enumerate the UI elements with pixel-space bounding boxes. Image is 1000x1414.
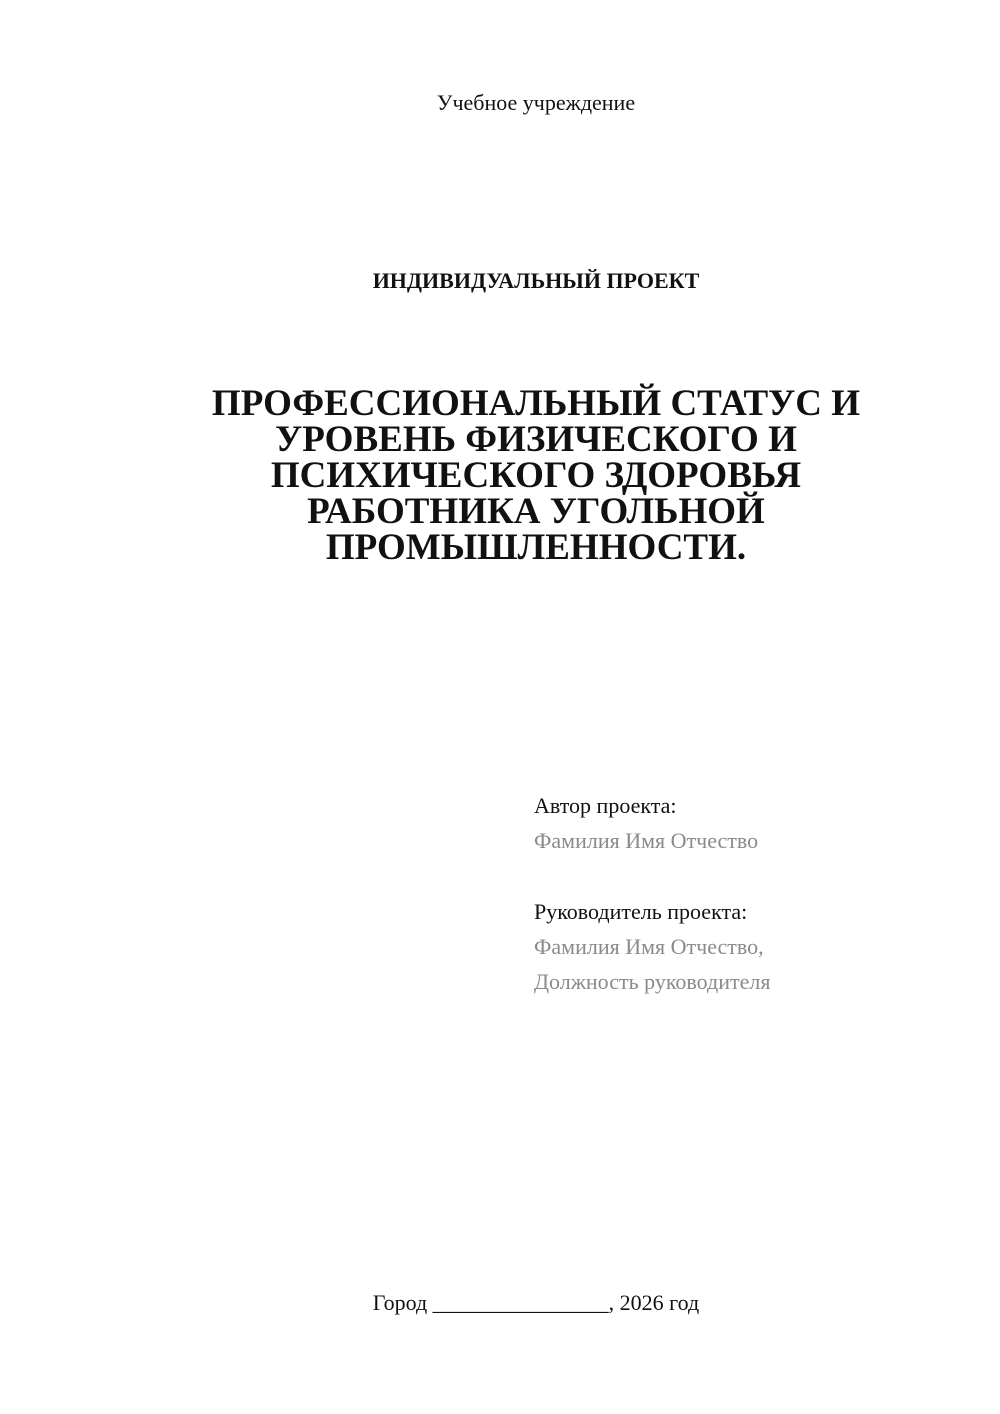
supervisor-name: Фамилия Имя Отчество, [534,934,764,959]
document-type: ИНДИВИДУАЛЬНЫЙ ПРОЕКТ [372,268,700,293]
author-label: Автор проекта: [534,793,677,818]
title-line: РАБОТНИКА УГОЛЬНОЙ [307,491,765,532]
supervisor-label: Руководитель проекта: [534,899,748,924]
project-title [170,383,902,568]
title-line: УРОВЕНЬ ФИЗИЧЕСКОГО И [275,419,797,460]
title-line: ПРОФЕССИОНАЛЬНЫЙ СТАТУС И [211,383,861,424]
credits-block [534,788,770,999]
spacer [534,858,770,894]
author-name: Фамилия Имя Отчество [534,828,759,853]
supervisor-position: Должность руководителя [534,969,771,994]
institution-name: Учебное учреждение [436,90,636,115]
city-year-footer: Город ________________, 2026 год [372,1290,700,1315]
title-line: ПРОМЫШЛЕННОСТИ. [325,527,747,568]
title-line: ПСИХИЧЕСКОГО ЗДОРОВЬЯ [270,455,802,496]
